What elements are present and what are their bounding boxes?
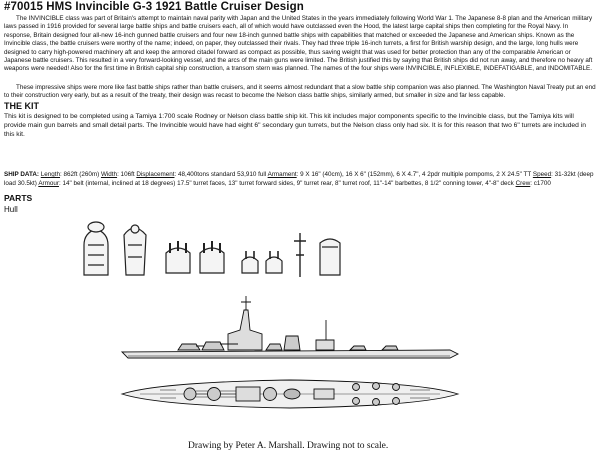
- kit-text: This kit is designed to be completed using a Tamiya 1:700 scale Rodney or Nelson class battle ship kit. This kit includes major components specific to the Invincible class, but the Tamiya kits will provide main gun barrels and small detail parts. The Invincible would have had eight 6" secondary gun turrets, but the Nelson class only had six. It is for this reason that two 6" turrets are included in this kit.: [4, 113, 586, 138]
- ship-plan-view: [122, 380, 458, 408]
- drawing-caption: Drawing by Peter A. Marshall. Drawing not to scale.: [188, 441, 389, 451]
- part-triple-turret-1: [166, 241, 190, 273]
- speed-value: : 31-32kt (deep load 30.5kt): [4, 171, 594, 187]
- armour-label: Armour: [38, 180, 59, 187]
- width-label: Width: [100, 171, 118, 178]
- length-value: : 862ft (260m): [60, 171, 100, 178]
- parts-heading: PARTS: [4, 193, 33, 203]
- part-forward-superstructure: [84, 222, 108, 275]
- ship-data: [4, 170, 596, 188]
- ship-profile-view: [122, 296, 458, 358]
- displacement-value: : 48,400tons standard 53,910 full: [174, 171, 267, 178]
- length-label: Length: [40, 171, 60, 178]
- intro-paragraph-1: The INVINCIBLE class was part of Britain's attempt to maintain naval parity with Japan and the United States in the years immediately following World War 1. The Japanese 8-8 plan and the American military laws passed in 1916 provided for several large battle ships and battle cruisers each, all of which would have outclassed even the Hood, the latest large capital ships then completing for the Royal Navy. In response, Britain designed four all-new 16-inch gunned battle cruisers and four new 18-inch gunned battle ships with capabilities that matched or exceeded the Japanese and American ships. Known as the Invincible class, the battle cruisers were worthy of the name; indeed, on paper, they outclassed their rivals. They had three triple 16-inch turrets, a first for British warship design, and the large, long hulls were designed to carry high-powered machinery aft and keep the armored citadel forward as compact as possible, thus saving weight that was used for better protection than any of the comparable American or Japanese battle cruisers. This resulted in a very forward-looking vessel, and the arcs of the main guns were limited. The British justified this by saying that British ships did not run away, and therefore no heavy aft weapons were needed! Also for the first time in British capital ship construction, a transom stern was planned. The names of the four ships were INVINCIBLE, INFLEXIBLE, INDEFATIGABLE, and INDOMITABLE.: [4, 15, 593, 73]
- document-title: #70015 HMS Invincible G-3 1921 Battle Cruiser Design: [4, 1, 304, 13]
- speed-label: Speed: [532, 171, 552, 178]
- armament-value: : 9 X 16" (40cm), 16 X 6" (152mm), 6 X 4.7", 4 2pdr multiple pompoms, 2 X 24.5" TT: [296, 171, 532, 178]
- kit-heading: THE KIT: [4, 101, 39, 111]
- crew-value: : c1700: [530, 180, 551, 187]
- displacement-label: Displacement: [136, 171, 175, 178]
- crew-label: Crew: [515, 180, 531, 187]
- width-value: : 106ft: [117, 171, 135, 178]
- part-6in-turret-1: [242, 251, 258, 273]
- ship-data-heading: SHIP DATA:: [4, 171, 39, 178]
- part-triple-turret-2: [200, 241, 224, 273]
- armament-label: Armament: [267, 171, 297, 178]
- hull-subheading: Hull: [4, 205, 18, 214]
- parts-photo: [74, 215, 354, 285]
- intro-paragraph-2: These impressive ships were more like fast battle ships rather than battle cruisers, and it seems almost redundant that a slow battle ship companion was also planned. The Washington Naval Treaty put an end to their construction very early, but as a result of the treaty, their design was recast to become the Nelson class battle ships, similarly armed, but smaller in size and far less capable.: [4, 84, 596, 100]
- ship-drawing: [120, 290, 465, 435]
- part-mast: [294, 233, 306, 277]
- part-6in-turret-2: [266, 251, 282, 273]
- part-funnel: [320, 239, 340, 275]
- armour-value: : 14" belt (internal, inclined at 18 degrees) 17.5" turret faces, 13" turret forward sides, 9" turret rear, 8" turret roof, 11"-14" barbettes, 8 1/2" conning tower, 4"-8" deck: [58, 180, 514, 187]
- part-aft-superstructure: [124, 225, 146, 275]
